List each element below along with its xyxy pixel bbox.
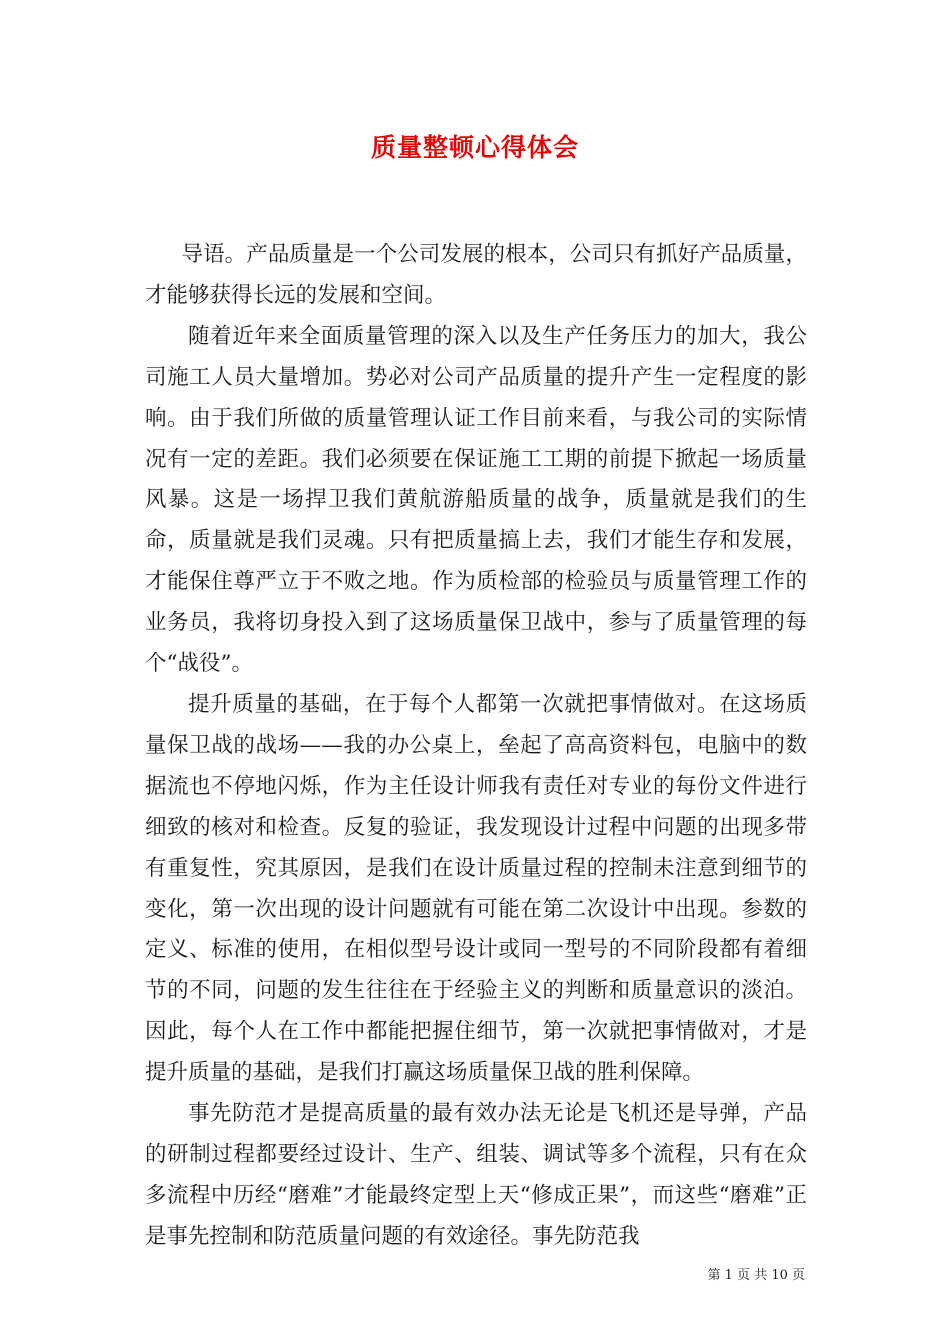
page-number-footer: 第 1 页 共 10 页 bbox=[707, 1268, 805, 1283]
paragraph-background: 随着近年来全面质量管理的深入以及生产任务压力的加大，我公司施工人员大量增加。势必对公司产品质量的提升产生一定程度的影响。由于我们所做的质量管理认证工作目前来看，与我公司的实际情况有一定的差距。我们必须要在保证施工工期的前提下掀起一场质量风暴。这是一场捍卫我们黄航游船质量的战争，质量就是我们的生命，质量就是我们灵魂。只有把质量搞上去，我们才能生存和发展，才能保住尊严立于不败之地。作为质检部的检验员与质量管理工作的业务员，我将切身投入到了这场质量保卫战中，参与了质量管理的每个“战役”。 bbox=[145, 323, 807, 677]
paragraph-prevention: 事先防范才是提高质量的最有效办法无论是飞机还是导弹，产品的研制过程都要经过设计、生产、组装、调试等多个流程，只有在众多流程中历经“磨难”才能最终定型上天“修成正果”，而这些“磨难”正是事先控制和防范质量问题的有效途径。事先防范我 bbox=[145, 1101, 807, 1249]
paragraph-foundation: 提升质量的基础，在于每个人都第一次就把事情做对。在这场质量保卫战的战场——我的办公桌上，垒起了高高资料包，电脑中的数据流也不停地闪烁，作为主任设计师我有责任对专业的每份文件进行细致的核对和检查。反复的验证，我发现设计过程中问题的出现多带有重复性，究其原因，是我们在设计质量过程的控制未注意到细节的变化，第一次出现的设计问题就有可能在第二次设计中出现。参数的定义、标准的使用，在相似型号设计或同一型号的不同阶段都有着细节的不同，问题的发生往往在于经验主义的判断和质量意识的淡泊。因此，每个人在工作中都能把握住细节，第一次就把事情做对，才是提升质量的基础，是我们打赢这场质量保卫战的胜利保障。 bbox=[145, 691, 807, 1086]
document-title: 质量整顿心得体会 bbox=[370, 133, 579, 162]
document-body bbox=[145, 235, 807, 1258]
paragraph-intro: 导语。产品质量是一个公司发展的根本，公司只有抓好产品质量，才能够获得长远的发展和空间。 bbox=[145, 242, 807, 308]
